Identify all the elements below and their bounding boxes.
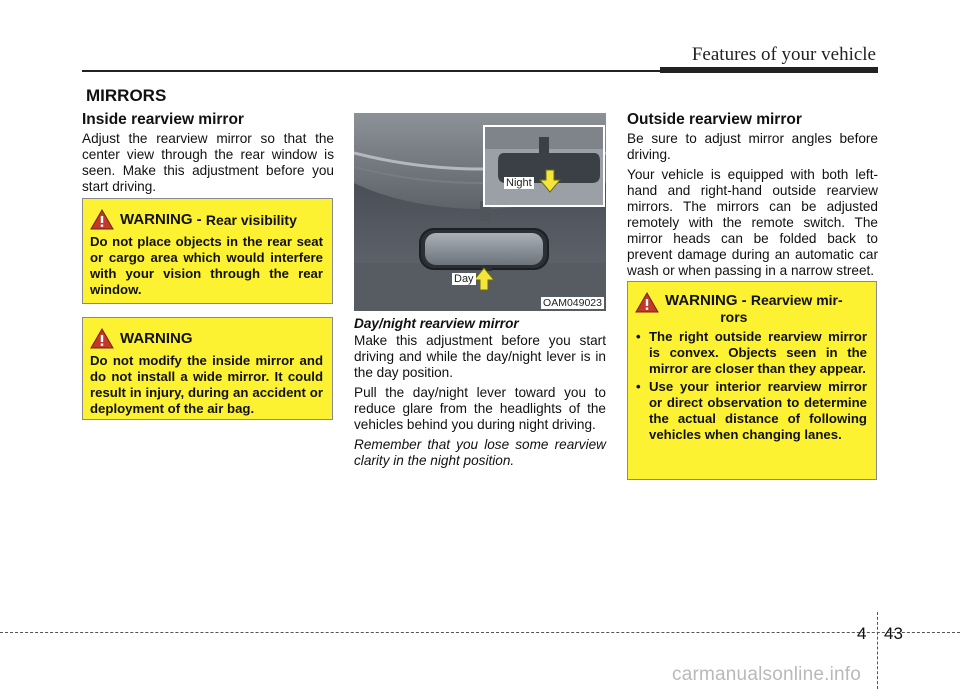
warning-list-item: • The right outside rearview mirror is convex. Objects seen in the mirror are closer than they appear. xyxy=(635,329,867,377)
day-night-subheading: Day/night rearview mirror xyxy=(354,316,519,331)
watermark: carmanualsonline.info xyxy=(672,664,862,685)
chapter-number: 4 xyxy=(857,624,867,643)
warning-text: Do not modify the inside mirror and do not install a wide mirror. It could result in injury, during an accident or deployment of the air bag. xyxy=(90,353,323,416)
night-label: Night xyxy=(506,177,532,189)
warning-title: Rear visibility xyxy=(205,211,297,228)
outside-mirror-body xyxy=(627,131,878,283)
warning-label: WARNING - xyxy=(120,211,202,228)
outside-mirror-para: Your vehicle is equipped with both left-hand and right-hand outside rearview mirrors. The mirrors can be adjusted remotely with the remote switch. The mirror heads can be folded back to prevent damage during an automatic car wash or when passing in a narrow street. xyxy=(627,167,878,278)
day-night-body xyxy=(354,333,606,473)
warning-box-mirror-modification xyxy=(82,317,333,420)
warning-box-rearview-mirrors xyxy=(627,281,877,480)
section-title: MIRRORS xyxy=(86,86,167,105)
inside-mirror-body: Adjust the rearview mirror so that the center view through the rear window is seen. Make this adjustment before you start driving. xyxy=(82,131,334,194)
rearview-mirror-photo xyxy=(354,113,606,311)
footer-divider xyxy=(877,612,878,689)
warning-list xyxy=(635,329,867,443)
warning-title-cont: rors xyxy=(720,309,748,325)
outside-mirror-para: Be sure to adjust mirror angles before driving. xyxy=(627,131,878,162)
warning-triangle-icon xyxy=(635,292,659,313)
warning-label: WARNING xyxy=(120,330,193,347)
page-number: 43 xyxy=(884,624,903,643)
warning-triangle-icon xyxy=(90,209,114,230)
warning-title: Rearview mir- xyxy=(750,292,843,308)
day-night-para: Make this adjustment before you start driving and while the day/night lever is in the day position. xyxy=(354,333,606,380)
warning-list-item: • Use your interior rearview mirror or direct observation to determine the actual distance of following vehicles when changing lanes. xyxy=(635,379,867,443)
header-rule-accent xyxy=(660,67,878,73)
footer-rule xyxy=(0,632,960,633)
day-night-note: Remember that you lose some rearview clarity in the night position. xyxy=(354,437,606,468)
inside-mirror-heading: Inside rearview mirror xyxy=(82,111,244,128)
day-label: Day xyxy=(454,273,474,285)
outside-mirror-heading: Outside rearview mirror xyxy=(627,111,802,128)
day-night-para: Pull the day/night lever toward you to reduce glare from the headlights of the vehicles behind you during night driving. xyxy=(354,385,606,432)
header-rule xyxy=(82,70,660,72)
mirror-illustration xyxy=(354,113,606,311)
figure-code: OAM049023 xyxy=(543,297,602,309)
warning-triangle-icon xyxy=(90,328,114,349)
warning-text: Do not place objects in the rear seat or cargo area which would interfere with your vision through the rear window. xyxy=(90,234,323,297)
chapter-title: Features of your vehicle xyxy=(691,44,876,65)
warning-label: WARNING - xyxy=(665,292,747,309)
warning-box-rear-visibility xyxy=(82,198,333,304)
